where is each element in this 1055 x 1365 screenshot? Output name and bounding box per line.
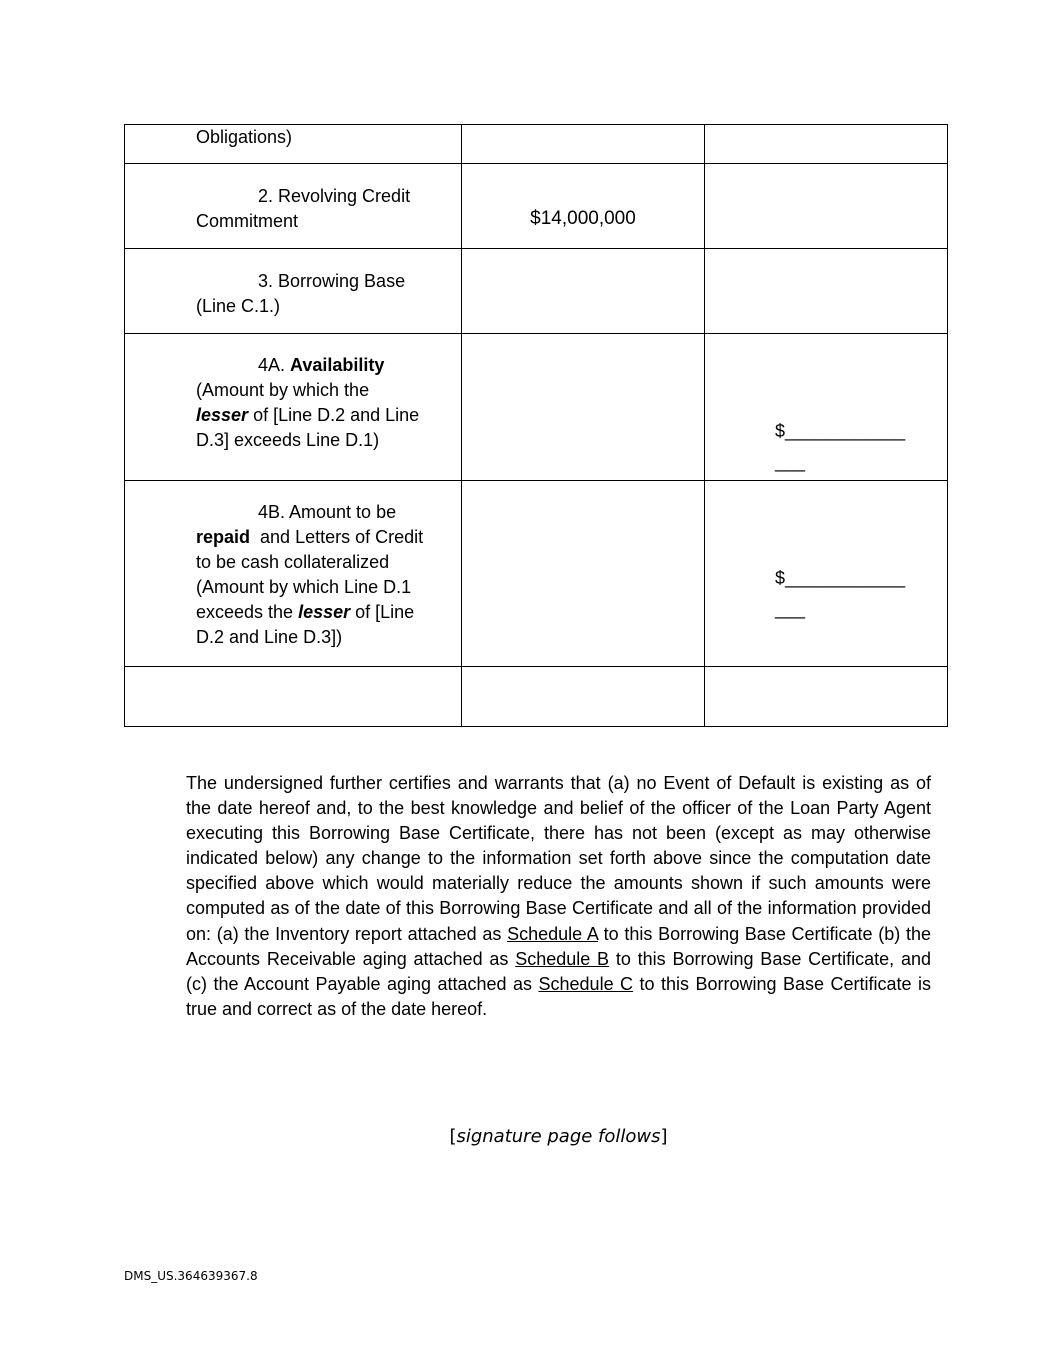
bracket: ] <box>660 1126 668 1147</box>
value-cell <box>462 164 705 249</box>
value-cell <box>705 125 948 164</box>
blank-line: $____________ <box>775 568 906 588</box>
label-cell <box>125 249 462 334</box>
table-row <box>125 125 948 164</box>
value-cell <box>462 334 705 481</box>
document-id: DMS_US.364639367.8 <box>124 1269 258 1283</box>
emphasis: lesser <box>298 602 351 622</box>
blank-line: ___ <box>775 452 806 472</box>
emphasis: repaid <box>196 527 251 547</box>
label-cell <box>125 481 462 667</box>
signature-text: signature page follows <box>456 1126 661 1147</box>
row-label: (Line C.1.) <box>196 296 281 316</box>
row-label: D.3] exceeds Line D.1) <box>196 430 380 450</box>
blank-line: $____________ <box>775 421 906 441</box>
commitment-amount: $14,000,000 <box>530 208 636 229</box>
row-label: D.2 and Line D.3]) <box>196 627 343 647</box>
label-cell <box>125 334 462 481</box>
value-cell <box>705 249 948 334</box>
value-cell <box>462 481 705 667</box>
row-label: of [Line <box>350 602 415 622</box>
label-cell <box>125 667 462 727</box>
row-label: 4B. Amount to be <box>258 502 397 522</box>
table-row <box>125 164 948 249</box>
row-label: exceeds the <box>196 602 299 622</box>
row-label: Obligations) <box>196 127 293 147</box>
amount-blank[interactable] <box>705 481 947 625</box>
row-number: 4A. <box>258 355 286 375</box>
table-row <box>125 249 948 334</box>
row-label: of [Line D.2 and Line <box>248 405 420 425</box>
label-cell <box>125 125 462 164</box>
table-row <box>125 481 948 667</box>
schedule-a-ref: Schedule A <box>507 923 598 944</box>
value-cell <box>705 334 948 481</box>
row-title: Availability <box>290 355 385 375</box>
row-label: 2. Revolving Credit <box>258 186 411 206</box>
row-label: (Amount by which Line D.1 <box>196 577 412 597</box>
schedule-b-ref: Schedule B <box>515 948 610 969</box>
table-row <box>125 667 948 727</box>
value-cell <box>705 481 948 667</box>
value-cell <box>462 125 705 164</box>
paragraph-text: to this Borrowing Base Certificate is true and correct as of the date hereof. <box>186 973 931 1019</box>
value-cell <box>462 249 705 334</box>
label-cell <box>125 164 462 249</box>
amount-blank[interactable] <box>705 334 947 478</box>
value-cell <box>705 164 948 249</box>
bracket: [ <box>449 1126 457 1147</box>
row-label: Commitment <box>196 211 299 231</box>
blank-line: ___ <box>775 599 806 619</box>
signature-note <box>0 1126 1055 1147</box>
borrowing-base-table <box>124 124 948 727</box>
table-row <box>125 334 948 481</box>
value-cell <box>705 667 948 727</box>
row-label: 3. Borrowing Base <box>258 271 406 291</box>
emphasis: lesser <box>196 405 249 425</box>
value-cell <box>462 667 705 727</box>
row-label: and Letters of Credit <box>250 527 424 547</box>
row-label: to be cash collateralized <box>196 552 390 572</box>
paragraph-text: to this Borrowing Base Certificate, and (c) the Account Payable aging attached as <box>186 948 931 994</box>
paragraph-text: The undersigned further certifies and warrants that (a) no Event of Default is existing as of the date hereof and, to the best knowledge and belief of the officer of the Loan Party Agent executing this Borrowing Base Certificate, there has not been (except as may otherwise indicated below) any change to the information set forth above since the computation date specified above which would materially reduce the amounts shown if such amounts were computed as of the date of this Borrowing Base Certificate and all of the information provided on: (a) the Inventory report attached as <box>186 773 931 944</box>
schedule-c-ref: Schedule C <box>538 973 634 994</box>
paragraph-text: to this Borrowing Base Certificate (b) the Accounts Receivable aging attached as <box>186 923 931 969</box>
certification-paragraph <box>186 771 931 1022</box>
row-label: (Amount by which the <box>196 380 370 400</box>
